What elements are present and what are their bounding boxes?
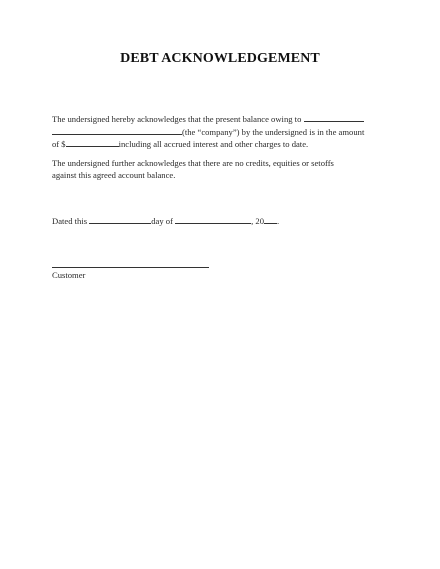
signature-label: Customer (52, 270, 86, 280)
balance-paragraph (52, 113, 402, 151)
month-blank (175, 215, 251, 224)
dated-end: . (277, 216, 280, 226)
no-credits-line-1: The undersigned further acknowledges that there are no credits, equities or setoffs (52, 158, 334, 168)
signature-line (52, 267, 209, 268)
balance-line-2-text: (the “company”) by the undersigned is in the amount (182, 126, 365, 137)
year-prefix: , 20 (251, 216, 265, 226)
balance-line-3 (52, 138, 402, 151)
balance-line-3-text: including all accrued interest and other charges to date. (118, 139, 309, 149)
company-name-blank (304, 113, 364, 122)
amount-blank (66, 138, 119, 147)
year-blank (264, 215, 280, 226)
amount-prefix: of $ (52, 139, 66, 149)
balance-line-1-text: The undersigned hereby acknowledges that the present balance owing to (52, 114, 302, 124)
no-credits-paragraph (52, 158, 402, 181)
document-title: DEBT ACKNOWLEDGEMENT (120, 51, 320, 66)
dated-line (52, 215, 402, 228)
day-blank (89, 215, 151, 224)
company-name-blank-continued (52, 126, 182, 135)
no-credits-line-2: against this agreed account balance. (52, 169, 176, 180)
balance-line-1 (52, 113, 402, 126)
day-of-text: day of (151, 216, 173, 226)
balance-line-2 (52, 126, 402, 139)
dated-prefix: Dated this (52, 216, 88, 226)
